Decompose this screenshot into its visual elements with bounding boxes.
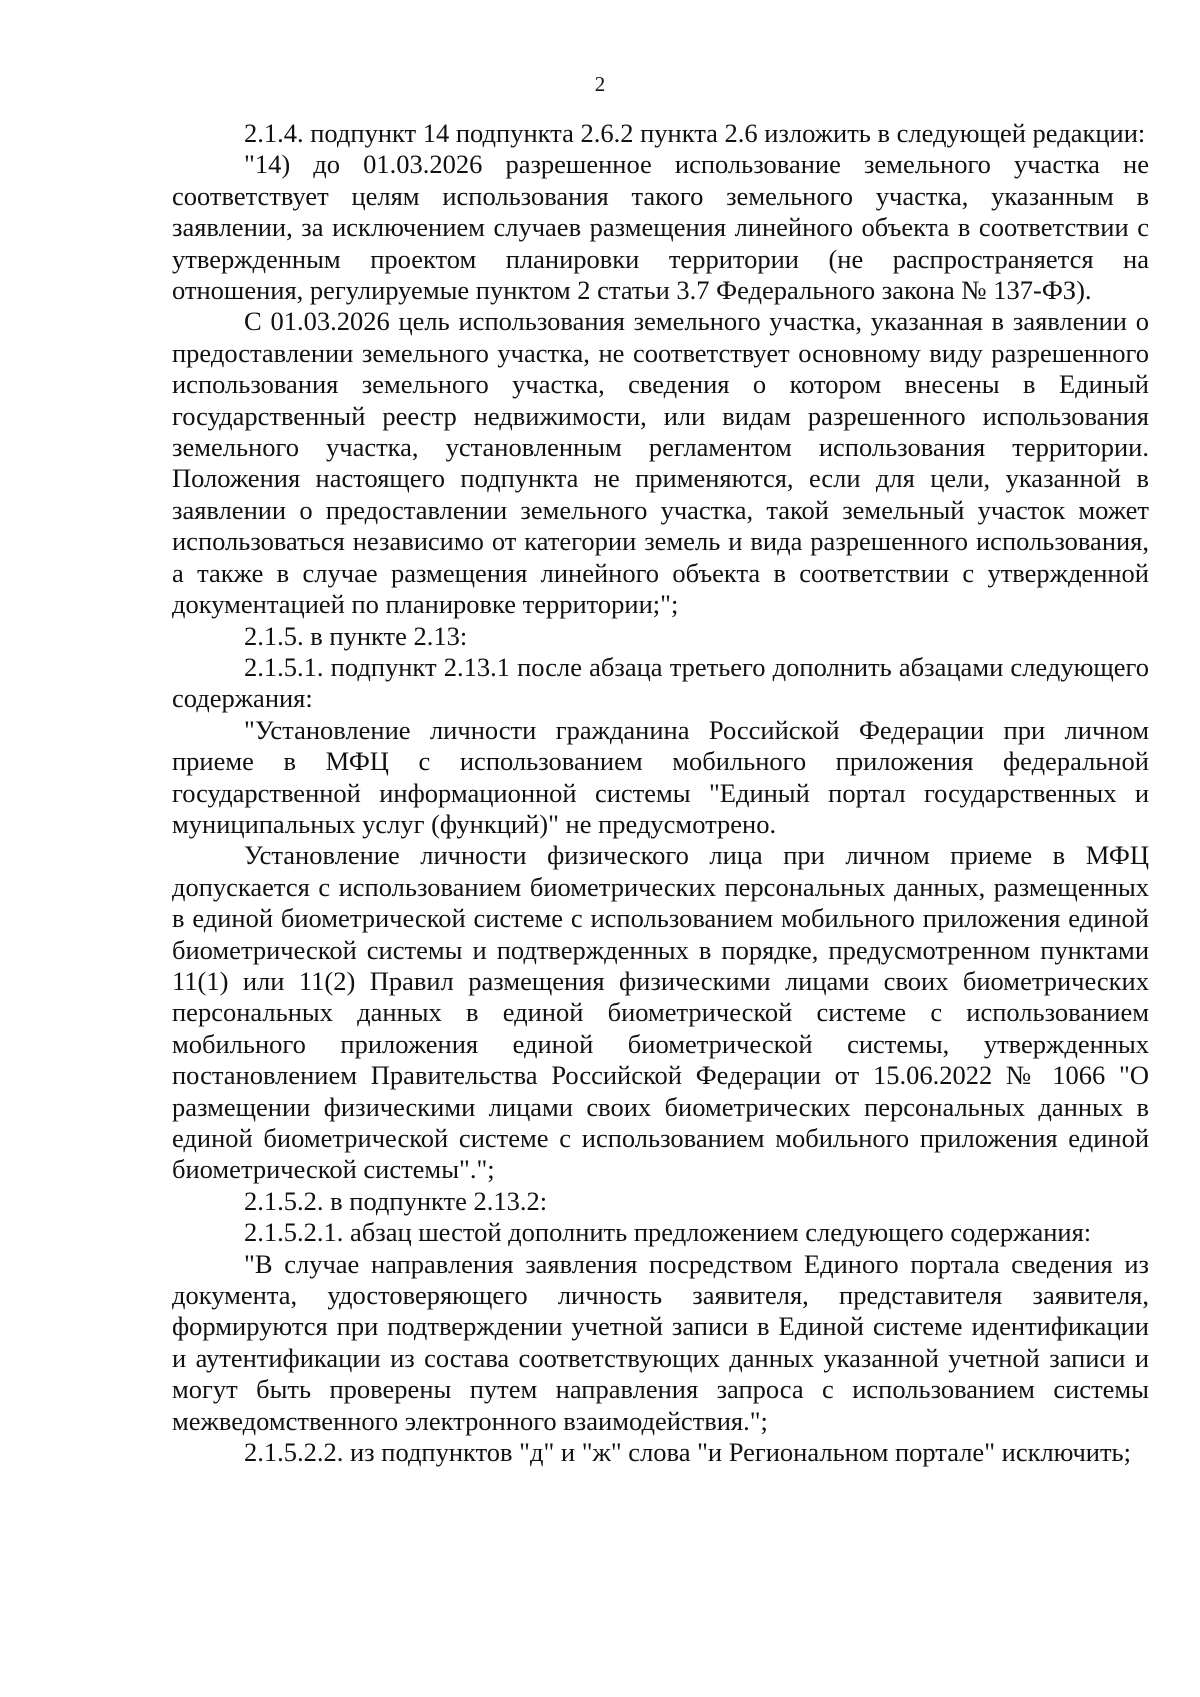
paragraph-2-1-4: 2.1.4. подпункт 14 подпункта 2.6.2 пункта 2.6 изложить в следующей редакции: <box>244 118 1146 148</box>
paragraph-unified-portal-text: "В случае направления заявления посредством Единого портала сведения из документа, удостоверяющего личность заявителя, представителя заявителя, формируются при подтверждении учетной записи в Единой системе идентификации и аутентификации из состава соответствующих данных указанной учетной записи и могут быть проверены путем направления запроса с использованием системы межведомственного электронного взаимодействия."; <box>172 1248 1149 1436</box>
paragraph-from-2026-text: С 01.03.2026 цель использования земельного участка, указанная в заявлении о предоставлении земельного участка, не соответствует основному виду разрешенного использования земельного участка, сведения о котором внесены в Единый государственный реестр недвижимости, или видам разрешенного использования земельного участка, установленным регламентом использования территории. Положения настоящего подпункта не применяются, если для цели, указанной в заявлении о предоставлении земельного участка, такой земельный участок может использоваться независимо от категории земель и вида разрешенного использования, а также в случае размещения линейного объекта в соответствии с утвержденной документацией по планировке территории;"; <box>172 306 1149 620</box>
paragraph-identity-biometric: Установление личности физического лица при личном приеме в МФЦ допускается с использованием биометрических персональных данных, размещенных в единой биометрической системе с использованием мобильного приложения единой биометрической системы и подтвержденных в порядке, предусмотренном пунктами 11(1) или 11(2) Правил размещения физическими лицами своих биометрических персональных данных в единой биометрической системе с использованием мобильного приложения единой биометрической системы, утвержденных постановлением Правительства Российской Федерации от 15.06.2022 № 1066 "О размещении физическими лицами своих биометрических персональных данных в единой биометрической системе с использованием мобильного приложения единой биометрической системы"."; <box>172 840 1149 1185</box>
paragraph-subitem-14-text: "14) до 01.03.2026 разрешенное использование земельного участка не соответствует целям использования такого земельного участка, указанным в заявлении, за исключением случаев размещения линейного объекта в соответствии с утвержденным проектом планировки территории (не распространяется на отношения, регулируемые пунктом 2 статьи 3.7 Федерального закона № 137-ФЗ). <box>172 149 1149 306</box>
document-body <box>172 118 1149 1468</box>
paragraph-2-1-5-1: 2.1.5.1. подпункт 2.13.1 после абзаца третьего дополнить абзацами следующего содержания: <box>172 651 1149 714</box>
page-number: 2 <box>594 72 606 96</box>
paragraph-2-1-5: 2.1.5. в пункте 2.13: <box>244 620 468 651</box>
paragraph-2-1-5-2-2: 2.1.5.2.2. из подпунктов "д" и "ж" слова "и Региональном портале" исключить; <box>244 1437 1131 1468</box>
paragraph-2-1-5-2: 2.1.5.2. в подпункте 2.13.2: <box>244 1185 548 1216</box>
paragraph-2-1-5-2-1: 2.1.5.2.1. абзац шестой дополнить предложением следующего содержания: <box>244 1217 1092 1248</box>
paragraph-identity-citizen: "Установление личности гражданина Российской Федерации при личном приеме в МФЦ с использованием мобильного приложения федеральной государственной информационной системы "Единый портал государственных и муниципальных услуг (функций)" не предусмотрено. <box>172 714 1149 839</box>
